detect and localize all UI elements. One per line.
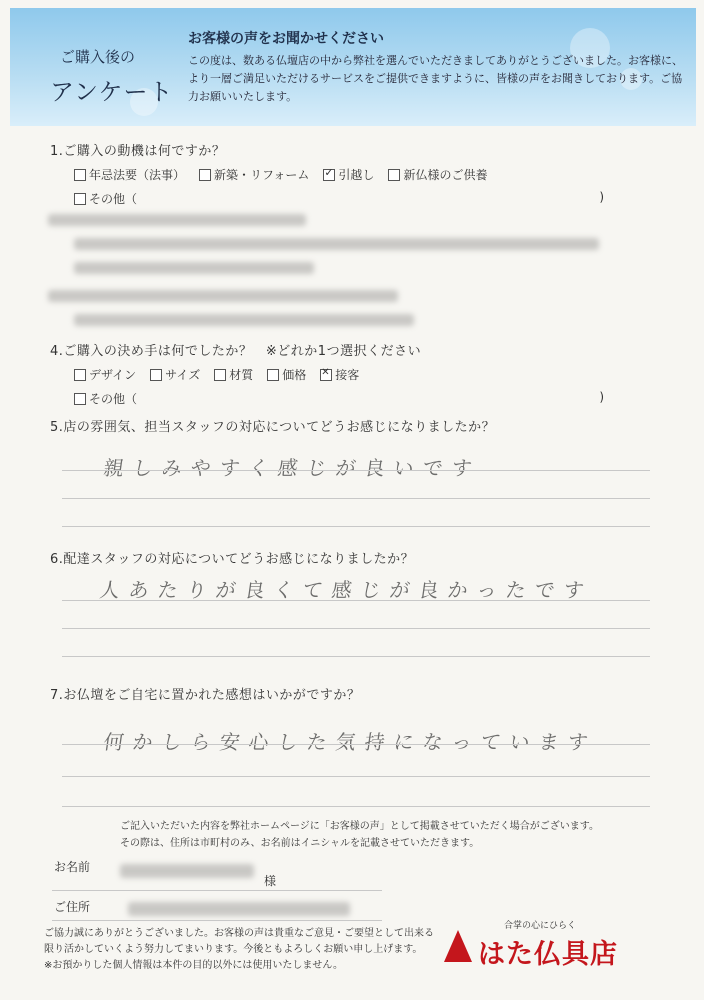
question-6: 6.配達スタッフの対応についてどうお感じになりましたか？	[50, 552, 415, 567]
q1-option[interactable]	[388, 166, 487, 183]
option-label: 価格	[282, 368, 307, 382]
option-label: 材質	[229, 368, 254, 382]
blurred-address	[128, 902, 350, 916]
option-label: その他（	[89, 192, 138, 206]
q4-option[interactable]	[74, 366, 136, 383]
checkbox[interactable]	[74, 169, 86, 181]
option-label: デザイン	[89, 368, 137, 382]
footer-line-3: ※お預かりした個人情報は本件の目的以外には使用いたしません。	[44, 960, 343, 971]
answer-line	[62, 600, 650, 601]
notice-line-1: ご記入いただいた内容を弊社ホームページに「お客様の声」として掲載させていただく場合がございます。	[120, 821, 599, 832]
blurred-options	[74, 238, 599, 250]
q4-paren-close: )	[599, 390, 604, 404]
option-label: 接客	[335, 368, 360, 382]
store-name: はた仏具店	[478, 939, 618, 970]
question-4: 4.ご購入の決め手は何でしたか？ ※どれか1つ選択ください	[50, 344, 422, 359]
answer-line	[62, 470, 650, 471]
option-label: 新築・リフォーム	[214, 168, 310, 182]
answer-line	[62, 628, 650, 629]
store-logo	[444, 918, 654, 978]
q4-option[interactable]	[214, 366, 253, 383]
handwritten-answer-6: 人あたりが良くて感じが良かったです	[98, 578, 595, 602]
checkbox-checked[interactable]	[323, 169, 335, 181]
q1-option[interactable]	[323, 166, 374, 183]
header-banner	[10, 8, 696, 126]
answer-line	[62, 526, 650, 527]
answer-line	[62, 656, 650, 657]
option-label: 新仏様のご供養	[403, 168, 488, 182]
blurred-question-3	[48, 290, 398, 302]
checkbox-checked[interactable]	[320, 369, 332, 381]
checkbox[interactable]	[74, 369, 86, 381]
q1-option[interactable]	[199, 166, 309, 183]
notice-line-2: その際は、住所は市町村のみ、お名前はイニシャルを記載させていただきます。	[120, 838, 480, 849]
checkbox[interactable]	[199, 169, 211, 181]
q1-options	[74, 166, 487, 183]
handwritten-answer-5: 親しみやすく感じが良いです	[102, 456, 483, 480]
survey-heading: お客様の声をお聞かせください	[188, 31, 384, 47]
checkbox[interactable]	[74, 393, 86, 405]
mountain-logo-icon	[444, 930, 472, 962]
option-label: サイズ	[165, 368, 201, 382]
q4-option-other[interactable]	[74, 390, 137, 407]
question-7: 7.お仏壇をご自宅に置かれた感想はいかがですか？	[50, 688, 361, 703]
handwritten-answer-7: 何かしら安心した気持になっています	[102, 730, 599, 754]
q1-other	[74, 190, 137, 207]
blurred-question-2	[48, 214, 306, 226]
honorific-sama: 様	[264, 874, 277, 888]
q1-option[interactable]	[74, 166, 185, 183]
survey-title-line2: アンケート	[50, 78, 174, 106]
checkbox[interactable]	[214, 369, 226, 381]
question-1: 1.ご購入の動機は何ですか？	[50, 144, 226, 159]
answer-line	[62, 744, 650, 745]
q1-option-other[interactable]	[74, 190, 137, 207]
footer-line-2: 限り活かしていくよう努力してまいります。今後ともよろしくお願い申し上げます。	[44, 944, 423, 955]
blurred-options	[74, 262, 314, 274]
option-label: 年忌法要（法事）	[89, 168, 186, 182]
q4-option[interactable]	[320, 366, 359, 383]
checkbox[interactable]	[150, 369, 162, 381]
answer-line	[62, 776, 650, 777]
address-label: ご住所	[54, 900, 91, 914]
logo-tagline: 合掌の心にひらく	[504, 921, 577, 931]
q4-options	[74, 366, 359, 383]
q4-other	[74, 390, 137, 407]
checkbox[interactable]	[388, 169, 400, 181]
q4-option[interactable]	[150, 366, 200, 383]
address-line	[52, 920, 382, 921]
blurred-name	[120, 864, 254, 878]
q1-paren-close: )	[599, 190, 604, 204]
q4-option[interactable]	[267, 366, 306, 383]
footer-text	[44, 926, 454, 974]
checkbox[interactable]	[74, 193, 86, 205]
answer-line	[62, 498, 650, 499]
option-label: 引越し	[338, 168, 375, 182]
name-label: お名前	[54, 860, 91, 874]
checkbox[interactable]	[267, 369, 279, 381]
blurred-options	[74, 314, 414, 326]
answer-line	[62, 806, 650, 807]
name-line	[52, 890, 382, 891]
survey-title-line1: ご購入後の	[60, 48, 136, 66]
question-5: 5.店の雰囲気、担当スタッフの対応についてどうお感じになりましたか？	[50, 420, 496, 435]
option-label: その他（	[89, 392, 138, 406]
footer-line-1: ご協力誠にありがとうございました。お客様の声は貴重なご意見・ご要望として出来る	[44, 928, 434, 939]
survey-intro: この度は、数ある仏壇店の中から弊社を選んでいただきましてありがとうございました。お客様に、より一層ご満足いただけるサービスをご提供できますように、皆様の声をお聞きしております。ご協力お願いいたします。	[188, 54, 683, 103]
